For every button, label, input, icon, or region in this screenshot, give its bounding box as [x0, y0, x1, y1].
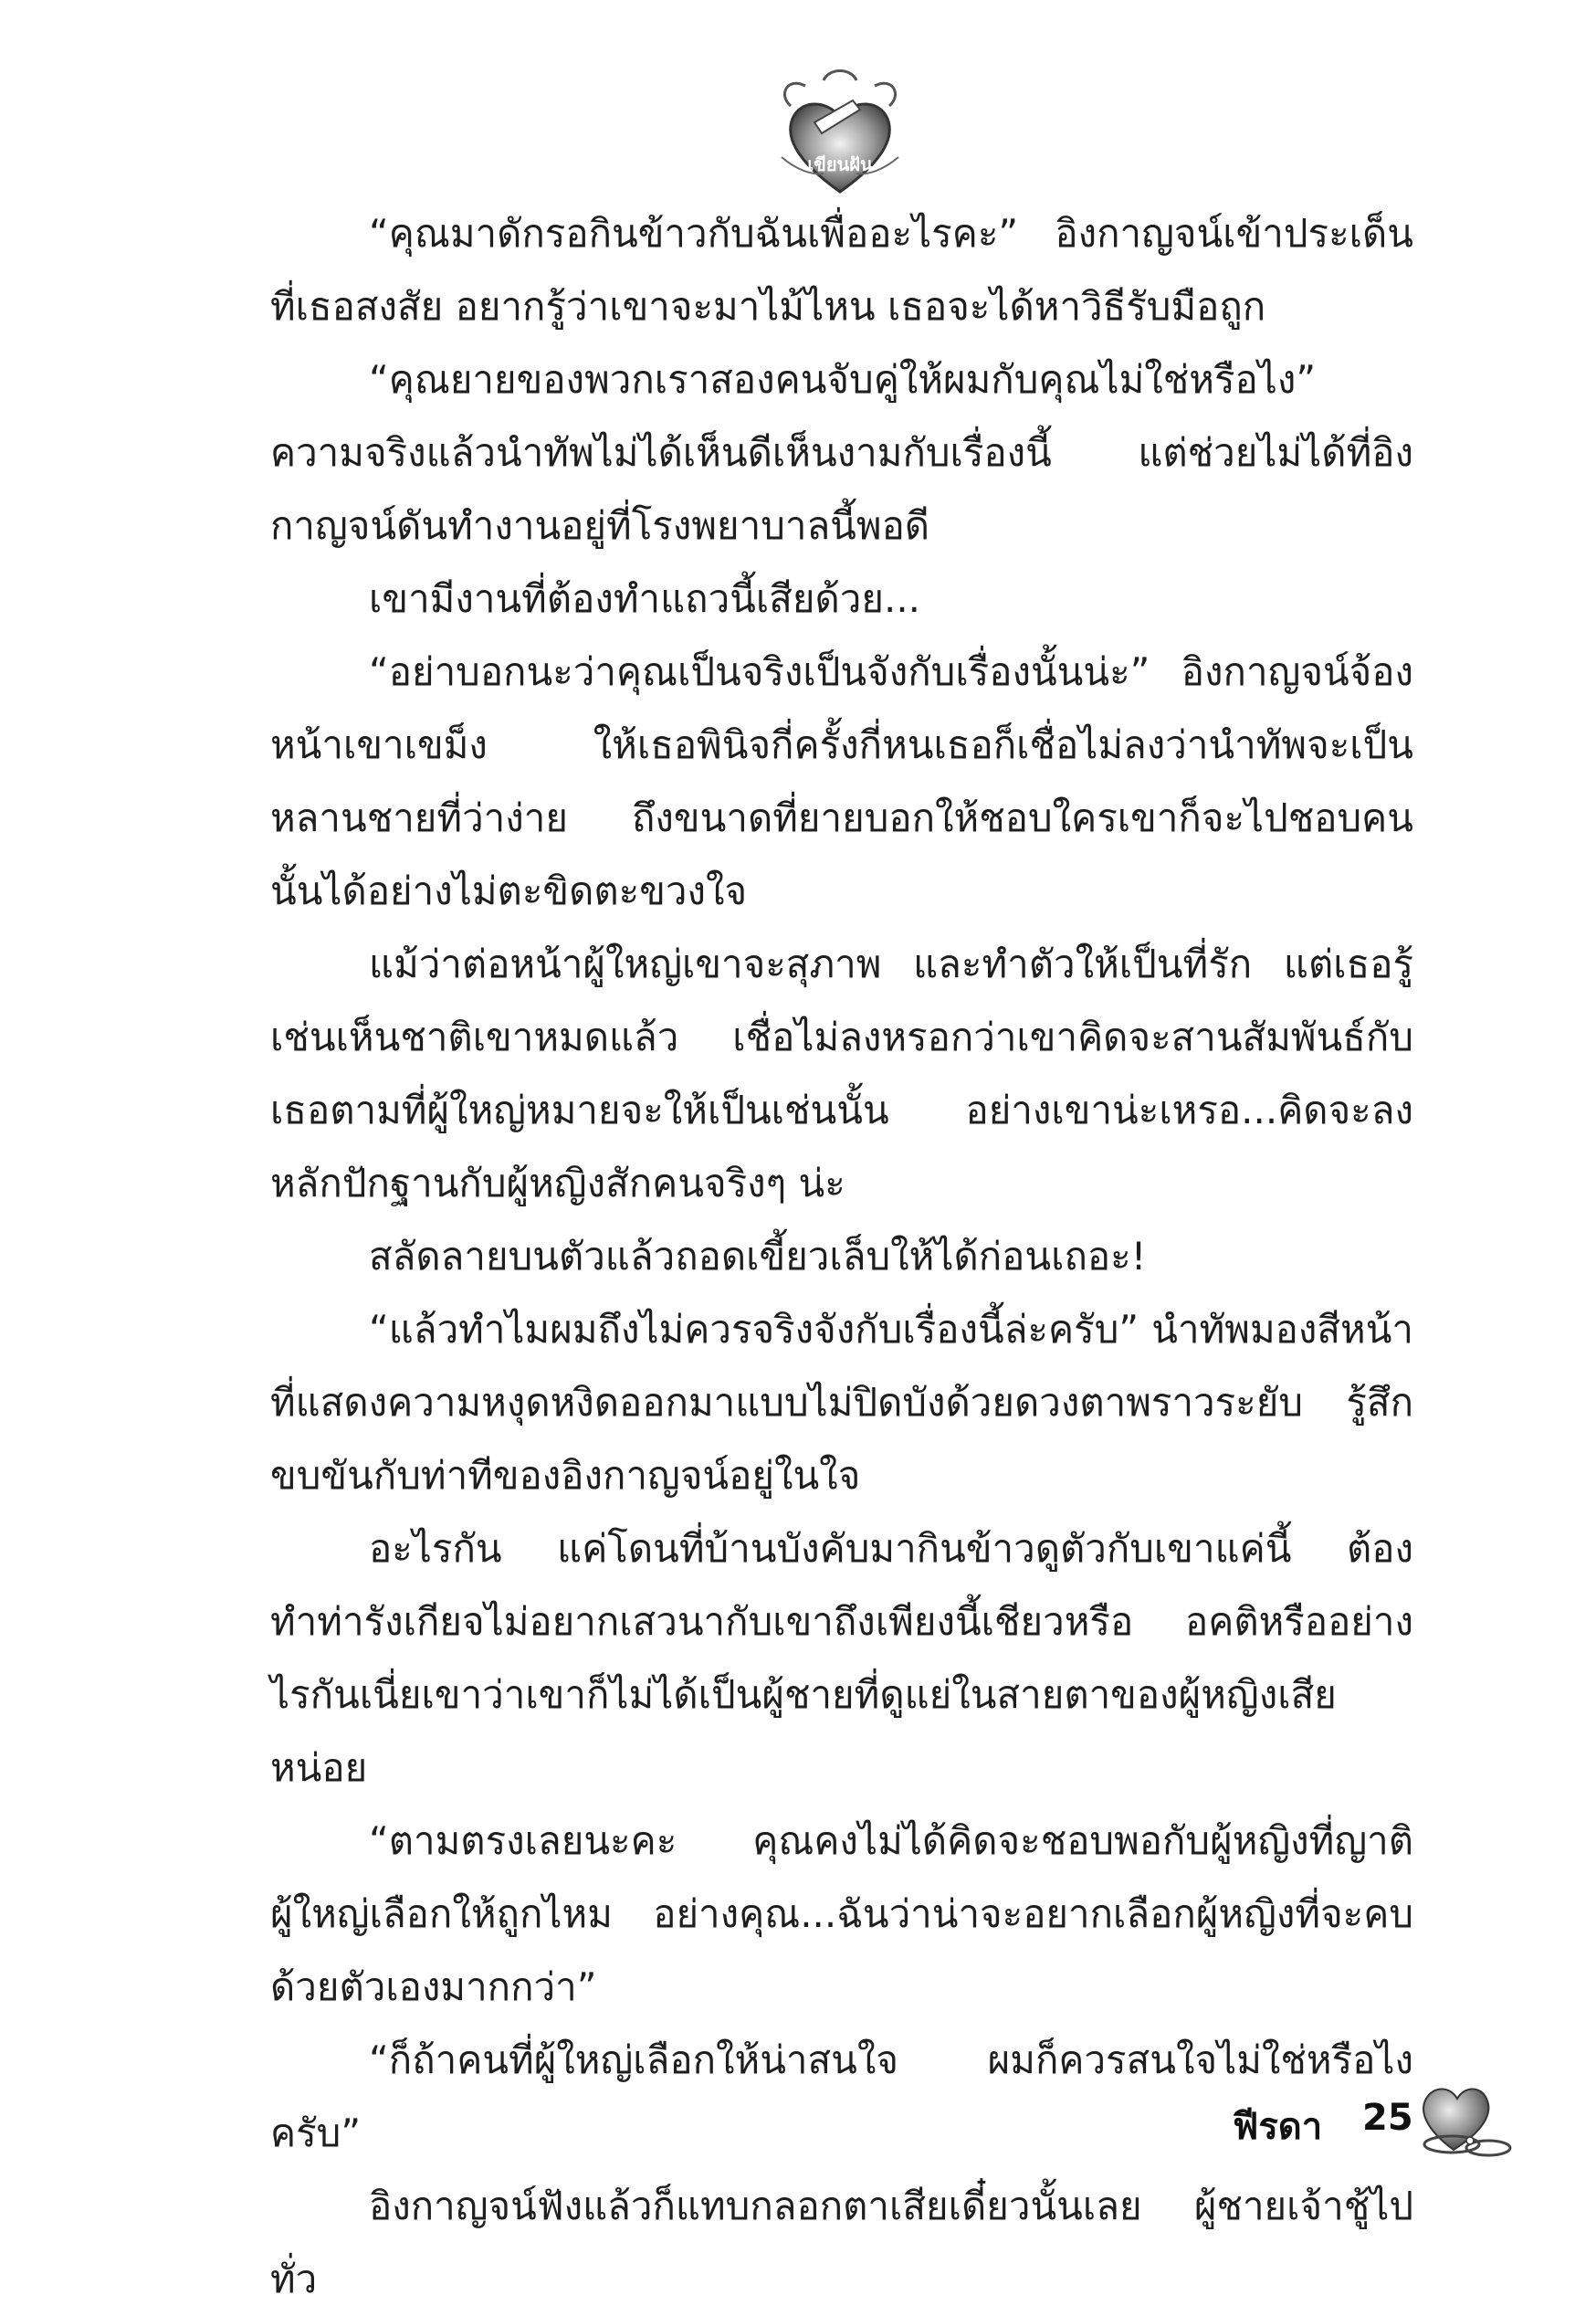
page-footer [1233, 2071, 1507, 2190]
paragraph: อะไรกัน แค่โดนที่บ้านบังคับมากินข้าวดูตัวกับเขาแค่นี้ ต้องทำท่ารังเกียจไม่อยากเสวนากับเขาถึงเพียงนี้เชียวหรือ อคติหรืออย่างไรกันเนี่ยเขาว่าเขาก็ไม่ได้เป็นผู้ชายที่ดูแย่ในสายตาของผู้หญิงเสียหน่อย [270, 1526, 1413, 1790]
paragraph: “คุณยายของพวกเราสองคนจับคู่ให้ผมกับคุณไม่ใช่หรือไง” ความจริงแล้วนำทัพไม่ได้เห็นดีเห็นงามกับเรื่องนี้ แต่ช่วยไม่ได้ที่อิงกาญจน์ดันทำงานอยู่ที่โรงพยาบาลนี้พอดี [270, 357, 1413, 548]
publisher-logo [769, 58, 911, 201]
author-name: ฟีรดา [1233, 2106, 1323, 2148]
paragraph: “คุณมาดักรอกินข้าวกับฉันเพื่ออะไรคะ” อิงกาญจน์เข้าประเด็นที่เธอสงสัย อยากรู้ว่าเขาจะมาไม้ไหน เธอจะได้หาวิธีรับมือถูก [270, 211, 1413, 329]
paragraph: สลัดลายบนตัวแล้วถอดเขี้ยวเล็บให้ได้ก่อนเถอะ! [369, 1234, 1147, 1279]
logo-text: เขียนฝัน [807, 153, 873, 175]
paragraph: แม้ว่าต่อหน้าผู้ใหญ่เขาจะสุภาพ และทำตัวให้เป็นที่รัก แต่เธอรู้เช่นเห็นชาติเขาหมดแล้ว เชื่อไม่ลงหรอกว่าเขาคิดจะสานสัมพันธ์กับเธอตามที่ผู้ใหญ่หมายจะให้เป็นเช่นนั้น อย่างเขาน่ะเหรอ...คิดจะลงหลักปักฐานกับผู้หญิงสักคนจริงๆ น่ะ [270, 942, 1413, 1205]
paragraph: “อย่าบอกนะว่าคุณเป็นจริงเป็นจังกับเรื่องนั้นน่ะ” อิงกาญจน์จ้องหน้าเขาเขม็ง ให้เธอพินิจกี่ครั้งกี่หนเธอก็เชื่อไม่ลงว่านำทัพจะเป็นหลานชายที่ว่าง่าย ถึงขนาดที่ยายบอกให้ชอบใครเขาก็จะไปชอบคนนั้นได้อย่างไม่ตะขิดตะขวงใจ [270, 649, 1413, 913]
paragraph: เขามีงานที่ต้องทำแถวนี้เสียด้วย... [369, 576, 921, 621]
paragraph: “แล้วทำไมผมถึงไม่ควรจริงจังกับเรื่องนี้ล่ะครับ” นำทัพมองสีหน้าที่แสดงความหงุดหงิดออกมาแบบไม่ปิดบังด้วยดวงตาพราวระยับ รู้สึกขบขันกับท่าทีของอิงกาญจน์อยู่ในใจ [270, 1307, 1413, 1498]
heart-ring-icon [1415, 2071, 1516, 2172]
ornamental-heart-logo-icon [769, 58, 911, 201]
body-text [270, 197, 1413, 2316]
paragraph: “ตามตรงเลยนะคะ คุณคงไม่ได้คิดจะชอบพอกับผู้หญิงที่ญาติผู้ใหญ่เลือกให้ถูกไหม อย่างคุณ...ฉันว่าน่าจะอยากเลือกผู้หญิงที่จะคบด้วยตัวเองมากกว่า” [270, 1818, 1413, 2009]
paragraph: อิงกาญจน์ฟังแล้วก็แทบกลอกตาเสียเดี๋ยวนั้นเลย ผู้ชายเจ้าชู้ไปทั่ว [270, 2184, 1413, 2301]
page-number: 25 [1362, 2097, 1413, 2139]
paragraph: “ก็ถ้าคนที่ผู้ใหญ่เลือกให้น่าสนใจ ผมก็ควรสนใจไม่ใช่หรือไงครับ” [270, 2037, 1413, 2155]
